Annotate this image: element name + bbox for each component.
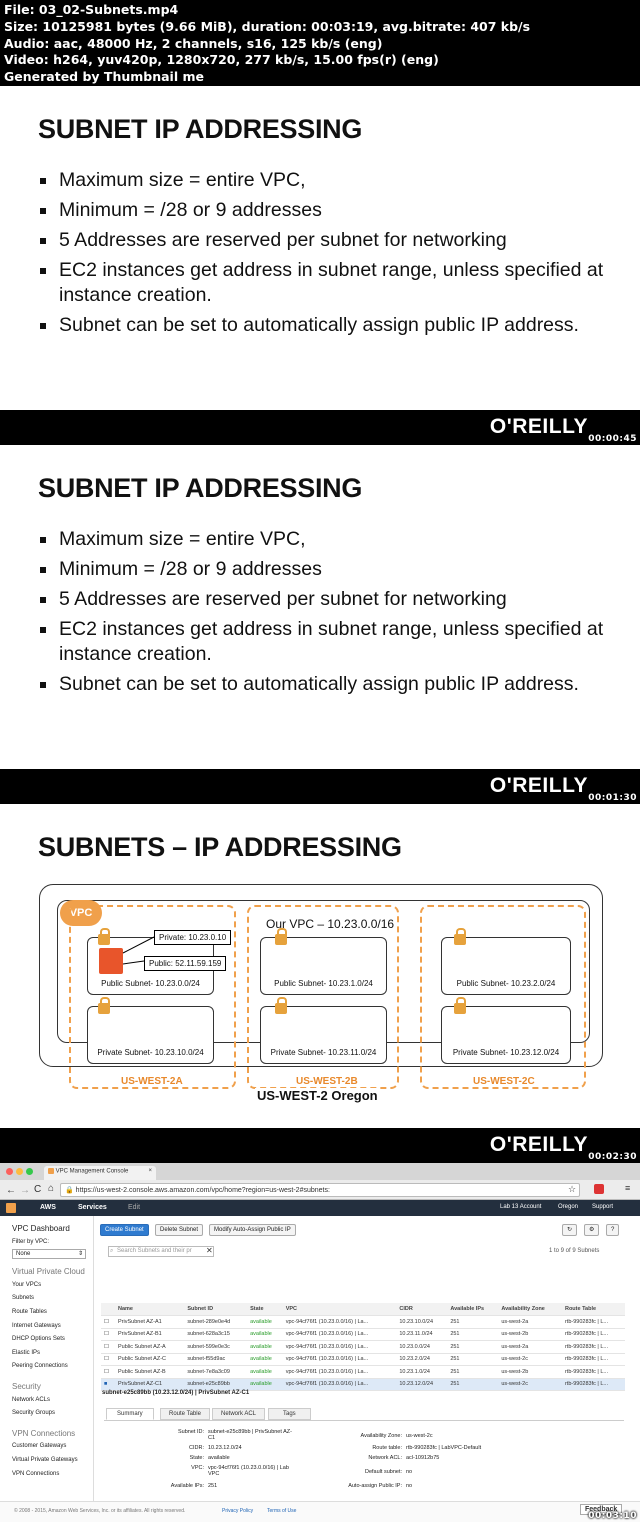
cell: available [247,1328,283,1341]
cell: us-west-2a [498,1316,562,1329]
cell: subnet-7e8a3c09 [184,1366,247,1379]
az-label: Availability Zone: [360,1433,402,1439]
cell: us-west-2a [498,1341,562,1354]
cidr-value: 10.23.12.0/24 [208,1445,242,1451]
search-icon: ⌕ [110,1248,114,1254]
bullet-item: Subnet can be set to automatically assign public IP address. [38,313,608,338]
cell: 251 [447,1341,498,1354]
cell: PrivSubnet AZ-C1 [115,1378,184,1391]
table-row[interactable] [101,1328,625,1341]
timestamp: 00:03:10 [588,1511,637,1521]
row-checkbox[interactable]: ☐ [101,1353,115,1366]
url-field[interactable] [60,1183,580,1197]
tab-route-table[interactable]: Route Table [160,1408,210,1420]
cell: vpc-94cf76f1 (10.23.0.0/16) | La... [283,1316,397,1329]
slide-footer [0,769,640,804]
subnets-table [101,1303,625,1391]
slide-title: SUBNETS – IP ADDRESSING [38,832,402,862]
vpc-badge-label: VPC [69,907,93,919]
available-ips-label: Available IPs: [170,1483,204,1489]
copyright: © 2008 - 2015, Amazon Web Services, Inc. or its affiliates. All rights reserved. [14,1508,186,1514]
slide-title: SUBNET IP ADDRESSING [38,473,363,503]
oreilly-logo: O'REILLY [489,415,588,438]
subnet-label: Private Subnet- 10.23.10.0/24 [97,1048,204,1057]
clear-search-icon[interactable]: ✕ [206,1246,213,1255]
cell: subnet-f55d9ac [184,1353,247,1366]
az-c-label: US-WEST-2C [473,1076,535,1087]
browser-tab[interactable] [44,1166,156,1180]
row-checkbox[interactable]: ☐ [101,1341,115,1354]
cell: vpc-94cf76f1 (10.23.0.0/16) | La... [283,1353,397,1366]
reload-icon[interactable]: C [34,1184,42,1195]
cell: 251 [447,1328,498,1341]
sidebar-item-subnets[interactable]: Subnets [12,1295,35,1302]
row-checkbox[interactable]: ☐ [101,1316,115,1329]
aws-menu[interactable]: AWS [40,1204,56,1211]
region-menu[interactable]: Oregon [558,1204,579,1210]
sidebar-item-network-acls[interactable]: Network ACLs [12,1396,51,1403]
vpc-label: Our VPC – 10.23.0.0/16 [266,917,395,931]
filter-label: Filter by VPC: [12,1238,50,1245]
network-acl-label: Network ACL: [368,1455,402,1461]
sidebar-item-elastic-ips[interactable]: Elastic IPs [12,1349,41,1356]
frame-3 [0,804,640,1163]
cell: rtb-990283fc | L... [562,1328,625,1341]
search-input[interactable] [108,1246,214,1257]
cell: 10.23.11.0/24 [396,1328,447,1341]
lock-icon: 🔒 [65,1187,74,1194]
auto-assign-label: Auto-assign Public IP: [348,1483,402,1489]
row-checkbox-checked[interactable]: ■ [101,1378,115,1391]
cell: vpc-94cf76f1 (10.23.0.0/16) | La... [283,1378,397,1391]
extension-icon[interactable] [594,1184,604,1194]
oreilly-logo: O'REILLY [489,774,588,797]
table-row[interactable] [101,1353,625,1366]
vpc-link[interactable]: vpc-94cf76f1 (10.23.0.0/16) | Lab VPC [208,1465,289,1477]
public-ip-callout: Public: 52.11.59.159 [144,956,226,971]
col-subnet-id[interactable]: Subnet ID [184,1303,247,1316]
cell: Public Subnet AZ-A [115,1341,184,1354]
section-security: Security [12,1381,41,1391]
search-placeholder: Search Subnets and their pr [117,1248,192,1254]
subnet-label: Public Subnet- 10.23.0.0/24 [101,979,200,988]
cell: 251 [447,1366,498,1379]
vpc-filter-select[interactable] [12,1249,86,1259]
sidebar-item-internet-gateways[interactable]: Internet Gateways [12,1322,61,1329]
cell: 10.23.0.0/24 [396,1341,447,1354]
cell: 251 [447,1353,498,1366]
table-header [101,1303,625,1316]
sidebar-item-vpn-connections[interactable]: VPN Connections [12,1470,60,1477]
bullet-item: Minimum = /28 or 9 addresses [38,198,608,223]
timestamp: 00:00:45 [588,434,637,444]
cell: 10.23.1.0/24 [396,1366,447,1379]
az-a-label: US-WEST-2A [121,1076,183,1087]
az-b-label: US-WEST-2B [296,1076,358,1087]
auto-assign-value: no [406,1483,413,1489]
bullet-item: Minimum = /28 or 9 addresses [38,557,608,582]
file-info-header [0,0,640,85]
size-line: Size: 10125981 bytes (9.66 MiB), duration: 00:03:19, avg.bitrate: 407 kb/s [4,18,531,34]
callout-connectors [0,804,640,1163]
url-text: https://us-west-2.console.aws.amazon.com/vpc/home?region=us-west-2#subnets: [75,1187,330,1194]
cell: Public Subnet AZ-C [115,1353,184,1366]
help-icon[interactable]: ? [606,1224,619,1236]
cell: rtb-990283fc | L... [562,1378,625,1391]
browser-tab-bar [0,1163,640,1180]
address-bar-row [0,1180,640,1200]
cell: PrivSubnet AZ-B1 [115,1328,184,1341]
forward-icon[interactable]: → [20,1185,30,1196]
chevron-down-icon: ⇕ [77,1251,83,1258]
cell: subnet-599e0e3c [184,1341,247,1354]
cell: rtb-990283fc | L... [562,1316,625,1329]
cell: subnet-e25c89bb [184,1378,247,1391]
col-route-table[interactable]: Route Table [562,1303,625,1316]
sidebar-item-route-tables[interactable]: Route Tables [12,1308,47,1315]
table-row[interactable] [101,1366,625,1379]
default-subnet-value: no [406,1469,413,1475]
cell: available [247,1341,283,1354]
route-table-label: Route table: [372,1445,402,1451]
account-menu[interactable]: Lab 13 Account [500,1204,542,1210]
aws-cube-icon[interactable] [6,1203,16,1213]
cell: us-west-2b [498,1366,562,1379]
bullet-item: 5 Addresses are reserved per subnet for networking [38,228,608,253]
file-line: File: 03_02-Subnets.mp4 [4,2,179,17]
cell: 10.23.10.0/24 [396,1316,447,1329]
region-label: US-WEST-2 Oregon [257,1088,378,1103]
cell: rtb-990283fc | L... [562,1353,625,1366]
edit-menu[interactable]: Edit [128,1204,141,1211]
oreilly-logo: O'REILLY [489,1133,588,1156]
tab-title: VPC Management Console [55,1168,129,1175]
cell: vpc-94cf76f1 (10.23.0.0/16) | La... [283,1328,397,1341]
subnet-id-value: subnet-e25c89bb | PrivSubnet AZ-C1 [208,1429,292,1441]
sidebar-item-your-vpcs[interactable]: Your VPCs [12,1281,42,1288]
az-value: us-west-2c [406,1433,433,1439]
col-state[interactable]: State [247,1303,283,1316]
cell: subnet-289e0e4d [184,1316,247,1329]
cell: 251 [447,1378,498,1391]
subnet-label: Public Subnet- 10.23.2.0/24 [456,979,556,988]
table-row-selected[interactable] [101,1378,625,1391]
bullet-item: 5 Addresses are reserved per subnet for networking [38,587,608,612]
vpc-dashboard-link[interactable]: VPC Dashboard [12,1224,70,1233]
subnet-id-label: Subnet ID: [178,1429,204,1435]
cell: rtb-990283fc | L... [562,1366,625,1379]
bookmark-star-icon[interactable]: ☆ [568,1184,577,1194]
aws-top-nav [0,1200,640,1216]
bullet-item: EC2 instances get address in subnet range, unless specified at instance creation. [38,258,608,308]
cell: us-west-2c [498,1378,562,1391]
audio-line: Audio: aac, 48000 Hz, 2 channels, s16, 125 kb/s (eng) [4,35,383,51]
selected-subnet-title: subnet-e25c89bb (10.23.12.0/24) | PrivSubnet AZ-C1 [102,1390,250,1396]
available-ips-value: 251 [208,1483,218,1489]
menu-icon[interactable]: ≡ [625,1183,631,1193]
route-table-link[interactable]: rtb-990283fc | LabVPC-Default [406,1445,482,1451]
cell: PrivSubnet AZ-A1 [115,1316,184,1329]
feedback-button[interactable]: Feedback [580,1504,622,1515]
cell: subnet-628a3c15 [184,1328,247,1341]
aws-favicon-icon [48,1168,54,1174]
gear-icon[interactable]: ⚙ [584,1224,599,1236]
private-ip-callout: Private: 10.23.0.10 [154,930,231,945]
generated-line: Generated by Thumbnail me [4,69,204,85]
row-checkbox[interactable]: ☐ [101,1328,115,1341]
video-line: Video: h264, yuv420p, 1280x720, 277 kb/s, 15.00 fps(r) (eng) [4,52,439,68]
slide-footer [0,410,640,445]
tab-network-acl[interactable]: Network ACL [212,1408,265,1420]
state-label: State: [189,1455,204,1461]
frame-2 [0,445,640,804]
slide-footer [0,1128,640,1163]
col-az[interactable]: Availability Zone [498,1303,562,1316]
delete-subnet-button[interactable]: Delete Subnet [155,1224,203,1236]
table-row[interactable] [101,1341,625,1354]
sidebar-item-security-groups[interactable]: Security Groups [12,1410,56,1417]
col-name[interactable]: Name [115,1303,184,1316]
home-icon[interactable]: ⌂ [48,1183,55,1194]
detail-tabs [104,1408,624,1421]
cell: us-west-2c [498,1353,562,1366]
services-menu[interactable]: Services [78,1204,107,1211]
cell: available [247,1378,283,1391]
filter-value: None [16,1251,31,1258]
modify-auto-assign-button[interactable]: Modify Auto-Assign Public IP [209,1224,296,1236]
cell: Public Subnet AZ-B [115,1366,184,1379]
sidebar-item-customer-gateways[interactable]: Customer Gateways [12,1443,67,1450]
state-value: available [208,1455,230,1461]
section-vpn: VPN Connections [12,1428,76,1438]
window-close-dot[interactable] [6,1168,13,1175]
tab-summary[interactable]: Summary [106,1408,154,1420]
sidebar-item-dhcp[interactable]: DHCP Options Sets [12,1336,65,1343]
cell: 251 [447,1316,498,1329]
cell: available [247,1316,283,1329]
vpc-label: VPC: [191,1465,204,1471]
support-menu[interactable]: Support [592,1204,614,1210]
table-row[interactable] [101,1316,625,1329]
tab-tags[interactable]: Tags [268,1408,311,1420]
sidebar-item-peering[interactable]: Peering Connections [12,1363,68,1370]
vpc-sidebar [0,1216,94,1522]
col-vpc[interactable]: VPC [283,1303,397,1316]
slide-title: SUBNET IP ADDRESSING [38,114,363,144]
cell: 10.23.2.0/24 [396,1353,447,1366]
frame-4 [0,1163,640,1522]
subnet-label: Public Subnet- 10.23.1.0/24 [274,979,373,988]
bullet-list [38,527,608,702]
bullet-item: EC2 instances get address in subnet range, unless specified at instance creation. [38,617,608,667]
bullet-item: Maximum size = entire VPC, [38,527,608,552]
console-footer [0,1501,640,1522]
col-available-ips[interactable]: Available IPs [447,1303,498,1316]
network-acl-link[interactable]: acl-10912b75 [406,1455,440,1461]
select-all-checkbox[interactable] [101,1303,115,1316]
back-icon[interactable]: ← [6,1185,16,1196]
window-max-dot[interactable] [26,1168,33,1175]
row-checkbox[interactable]: ☐ [101,1366,115,1379]
frame-1 [0,86,640,445]
window-min-dot[interactable] [16,1168,23,1175]
tab-close-icon[interactable]: × [148,1168,152,1174]
subnet-label: Private Subnet- 10.23.11.0/24 [270,1048,377,1057]
section-vpc: Virtual Private Cloud [12,1267,85,1277]
terms-link[interactable]: Terms of Use [267,1508,297,1514]
cell: vpc-94cf76f1 (10.23.0.0/16) | La... [283,1366,397,1379]
cidr-label: CIDR: [189,1445,204,1451]
privacy-link[interactable]: Privacy Policy [222,1508,254,1514]
cell: 10.23.12.0/24 [396,1378,447,1391]
timestamp: 00:01:30 [588,793,637,803]
create-subnet-button[interactable]: Create Subnet [100,1224,149,1236]
subnet-label: Private Subnet- 10.23.12.0/24 [452,1048,560,1057]
timestamp: 00:02:30 [588,1152,637,1162]
bullet-item: Maximum size = entire VPC, [38,168,608,193]
cell: available [247,1366,283,1379]
cell: vpc-94cf76f1 (10.23.0.0/16) | La... [283,1341,397,1354]
pagination: 1 to 9 of 9 Subnets [549,1248,600,1254]
refresh-icon[interactable]: ↻ [562,1224,577,1236]
cell: us-west-2b [498,1328,562,1341]
bullet-item: Subnet can be set to automatically assign public IP address. [38,672,608,697]
col-cidr[interactable]: CIDR [396,1303,447,1316]
cell: available [247,1353,283,1366]
cell: rtb-990283fc | L... [562,1341,625,1354]
default-subnet-label: Default subnet: [365,1469,402,1475]
bullet-list [38,168,608,343]
sidebar-item-virtual-private-gateways[interactable]: Virtual Private Gateways [12,1456,78,1463]
